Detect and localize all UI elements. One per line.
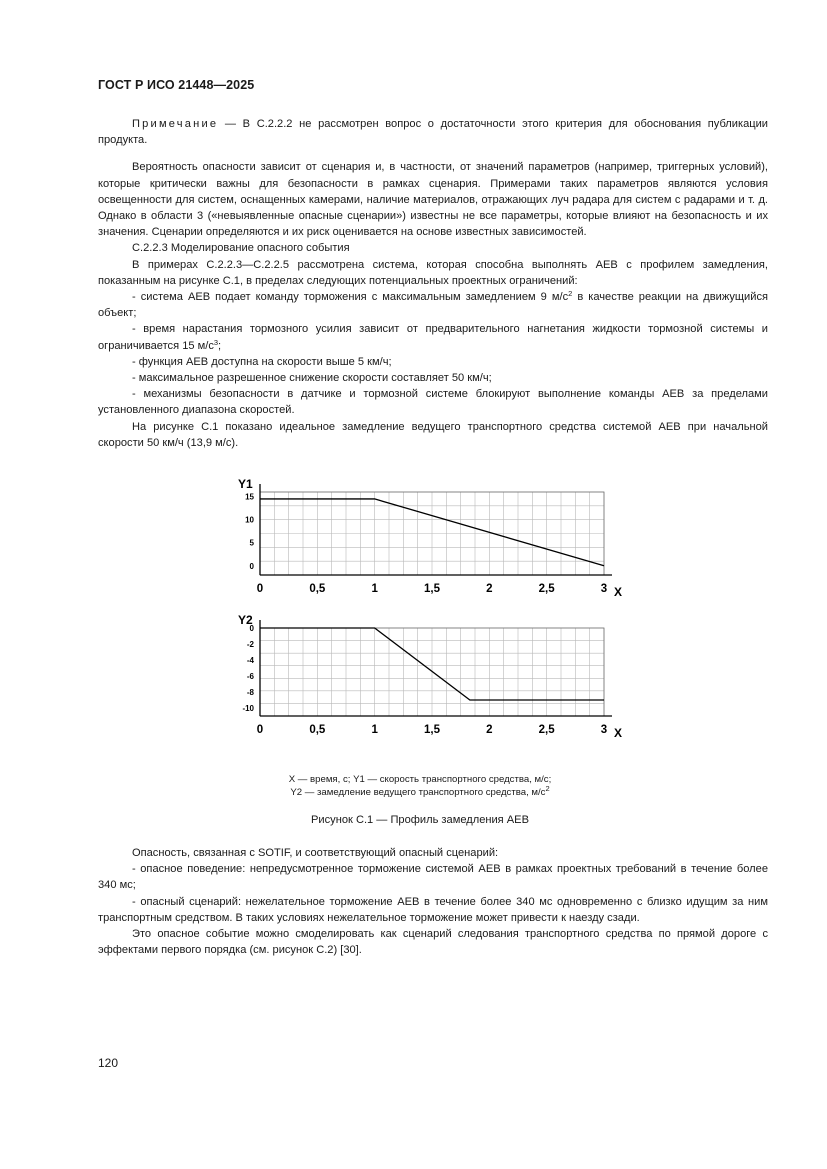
x-tick-label: 0,5 (309, 724, 326, 736)
x-tick-label: 2 (486, 583, 493, 595)
page-number: 120 (98, 1056, 119, 1070)
y-tick-label: -4 (246, 656, 254, 665)
x-axis-label: X (613, 585, 623, 599)
paragraph-6: Это опасное событие можно смоделировать как сценарий следования транспортного средства по прямой дороге с эффектами первого порядка (см. рисунок С.2) [30]. (98, 928, 768, 957)
y-tick-label: -8 (246, 688, 254, 697)
x-tick-label: 0 (256, 583, 264, 595)
document-header: ГОСТ Р ИСО 21448—2025 (98, 78, 255, 92)
list-item: - механизмы безопасности в датчике и тормозной системе блокируют выполнение команды АЕВ за пределами установленного диапазона скоростей. (98, 388, 768, 417)
y-tick-label: 15 (245, 492, 254, 502)
x-tick-label: 3 (600, 724, 608, 736)
deceleration-profile-chart (230, 470, 630, 750)
paragraph-5: Опасность, связанная с SOTIF, и соответствующий опасный сценарий: (132, 847, 499, 859)
list-item: - функция АЕВ доступна на скорости выше 5 км/ч; (132, 355, 392, 368)
x-tick-label: 0,5 (309, 583, 326, 595)
y-axis-label: Y2 (238, 613, 253, 627)
x-tick-label: 2,5 (538, 724, 555, 736)
list-item: - максимальное разрешенное снижение скорости составляет 50 км/ч; (132, 372, 492, 385)
note-paragraph (98, 116, 768, 148)
list-item: - время нарастания тормозного усилия зависит от предварительного нагнетания жидкости тормозной системы и ограничивается 15 $м/с^3$; (98, 323, 768, 352)
x-tick-label: 1,5 (424, 583, 440, 595)
figure-legend (160, 773, 680, 799)
main-text (98, 116, 768, 451)
x-tick-label: 3 (600, 583, 608, 595)
legend-line-2: Y2 — замедление ведущего транспортного средства, $м/с^2$ (290, 784, 550, 798)
note-label: Примечание (132, 118, 219, 130)
list-item: - опасный сценарий: нежелательное торможение АЕВ в течение более 340 мс одновременно с близко идущим за ним транспортным средством. В таких условиях нежелательное торможение может привести к наезду сзади. (98, 895, 768, 924)
y-tick-label: 5 (249, 538, 254, 548)
note-text: — В С.2.2.2 не рассмотрен вопрос о достаточности этого критерия для обоснования публикации продукта. (98, 118, 768, 147)
list-item: - опасное поведение: непредусмотренное торможение системой АЕВ в рамках проектных требований в течение более 340 мс; (98, 863, 768, 892)
x-tick-label: 1 (371, 583, 378, 595)
x-tick-label: 2,5 (538, 583, 555, 595)
y-tick-label: 0 (249, 624, 254, 633)
list-item: - система АЕВ подает команду торможения с максимальным замедлением 9 $м/с^2$ в качестве реакции на движущийся объект; (98, 289, 768, 320)
paragraph-4: На рисунке С.1 показано идеальное замедление ведущего транспортного средства системой АЕВ при начальной скорости 50 км/ч (13,9 м/с). (98, 420, 768, 449)
x-tick-label: 1 (371, 724, 378, 736)
figure-caption: Рисунок С.1 — Профиль замедления АЕВ (311, 814, 529, 826)
x-axis-label: X (613, 726, 623, 740)
paragraph-3: В примерах С.2.2.3—С.2.2.5 рассмотрена система, которая способна выполнять АЕВ с профилем замедления, показанным на рисунке С.1, в пределах следующих потенциальных проектных ограничений: (98, 258, 768, 287)
x-tick-label: 0 (256, 724, 264, 736)
x-tick-label: 2 (486, 724, 493, 736)
paragraph-1: Вероятность опасности зависит от сценария и, в частности, от значений параметров (например, триггерных условий), которые критически важны для безопасности в рамках сценария. Примерами таких параметров являются условия освещенности для систем, оснащенных камерами, наличие материалов, отражающих луч радара для систем с радарами и т. д. Однако в области 3 («невыявленные опасные сценарии») известны не все параметры, которые влияют на безопасность и их значения. Сценарии определяются и их риск оценивается на основе известных зависимостей. (98, 161, 768, 239)
legend-line-1: X — время, с; Y1 — скорость транспортного средства, м/с; (288, 774, 552, 785)
y-axis-label: Y1 (238, 477, 253, 491)
y-tick-label: -6 (246, 672, 254, 681)
main-text-continued (98, 845, 768, 958)
y-tick-label: 0 (249, 561, 254, 571)
x-tick-label: 1,5 (424, 724, 440, 736)
y-tick-label: -10 (242, 704, 254, 713)
y-tick-label: 10 (245, 515, 254, 525)
y-tick-label: -2 (246, 640, 254, 649)
figure-c1 (230, 470, 630, 750)
section-heading: С.2.2.3 Моделирование опасного события (132, 242, 350, 255)
